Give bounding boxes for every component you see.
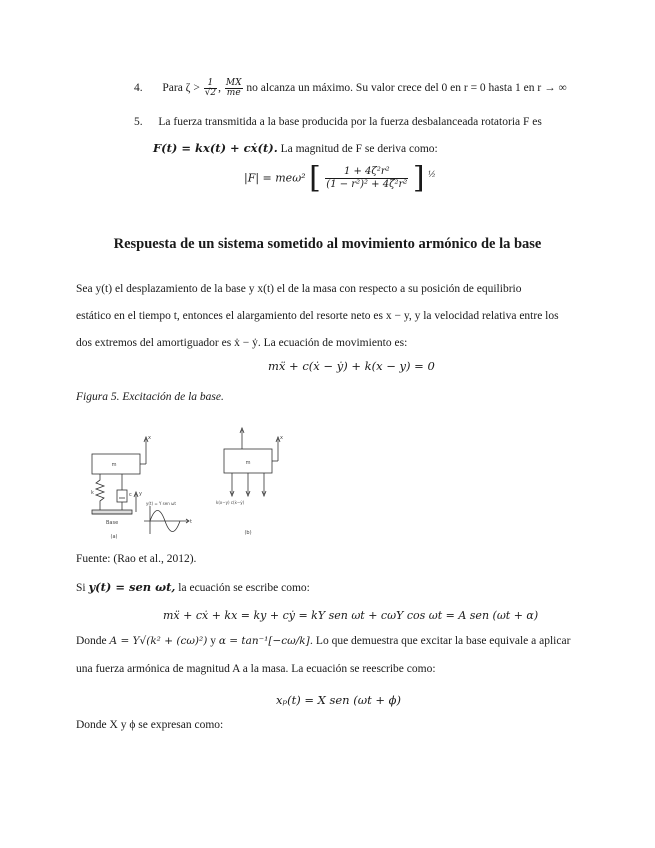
paragraph-line-2: estático en el tiempo t, entonces el alargamiento del resorte neto es x − y, y la velocidad relativa entre los: [76, 310, 559, 322]
spring-label: k: [91, 490, 94, 496]
x-label-a: x: [148, 435, 151, 441]
base-excitation-figure: [88, 422, 298, 542]
item4-text-before: Para ζ >: [162, 82, 200, 95]
damper-label: c: [129, 492, 132, 498]
if-equation: y(t) = sen ωt,: [88, 580, 176, 594]
figure-drawing: [88, 422, 298, 542]
spring: [96, 474, 104, 510]
damper: [117, 490, 127, 502]
motion-label: y(t) = Y sen ωt: [146, 501, 176, 506]
list-number: 5.: [134, 116, 143, 128]
if-text-2: la ecuación se escribe como:: [178, 582, 310, 594]
paragraph-line-1: Sea y(t) el desplazamiento de la base y x(t) el de la masa con respecto a su posición de equilibrio: [76, 283, 522, 295]
y-label: y: [139, 491, 142, 497]
t-label: t: [190, 519, 192, 525]
subfigure-a-label: (a): [110, 534, 118, 540]
list-item-4: 4. Para ζ > $\frac{1}{√2}$ , $\frac{MX}{me}$ no alcanza un máximo. Su valor crece del 0 en r = 0 hasta 1 en r → ∞: [134, 78, 567, 98]
motion-equation: mẍ + c(ẋ − ẏ) + k(x − y) = 0: [268, 359, 435, 373]
base-block: [92, 510, 132, 514]
item5-text: La fuerza transmitida a la base producida por la fuerza desbalanceada rotatoria F es: [158, 116, 542, 128]
equation-3: xₚ(t) = X sen (ωt + ϕ): [276, 693, 401, 707]
paragraph-line-3: dos extremos del amortiguador es ẋ − ẏ. La ecuación de movimiento es:: [76, 337, 408, 349]
subfigure-b-label: (b): [244, 530, 252, 536]
magnitude-fraction: $\frac{\text{1 + 4ζ²r²}}{\text{(1 − r²)² + 4ζ²r²}}$: [326, 166, 408, 190]
figure-caption: Figura 5. Excitación de la base.: [76, 391, 224, 403]
mass-label-a: m: [111, 462, 117, 468]
fraction-one-over-root2: $\frac{1}{√2}$: [204, 78, 217, 98]
final-line: Donde X y ϕ se expresan como:: [76, 719, 224, 731]
force-line: [153, 141, 438, 156]
if-text: Si: [76, 582, 86, 594]
equation-2: mẍ + cẋ + kx = ky + cẏ = kY sen ωt + cωY cos ωt = A sen (ωt + α): [163, 609, 539, 622]
x-label-b: x: [280, 435, 283, 441]
magnitude-exponent: ½: [428, 170, 436, 179]
mass-label-b: m: [245, 460, 251, 466]
force-labels: k(x−y) c(ẋ−ẏ): [216, 500, 245, 505]
section-title: Respuesta de un sistema sometido al movimiento armónico de la base: [113, 236, 542, 252]
a-equation: A = Y√(k² + (cω)²): [109, 635, 208, 647]
donde-line: [76, 634, 570, 648]
force-equation: F(t) = kx(t) + cẋ(t).: [153, 141, 278, 155]
magnitude-equation: |F| = meω² [ $\frac{\text{1 + 4ζ²r²}}{\text{(1 − r²)² + 4ζ²r²}}$ ] $^{\frac{1}{2}}$: [244, 160, 436, 196]
paragraph-2: una fuerza armónica de magnitud A a la masa. La ecuación se reescribe como:: [76, 663, 436, 675]
item4-text-after: no alcanza un máximo. Su valor crece del 0 en r = 0 hasta 1 en r → ∞: [246, 82, 567, 95]
fraction-mx-over-me: $\frac{MX}{me}$: [225, 78, 242, 98]
if-line: [76, 580, 310, 595]
list-item-5: [134, 115, 542, 129]
y-word: y: [210, 635, 216, 647]
force-line-text: La magnitud de F se deriva como:: [280, 143, 438, 155]
figure-source: Fuente: (Rao et al., 2012).: [76, 553, 197, 565]
magnitude-lhs: |F| = meω²: [244, 171, 306, 185]
donde-text: Lo que demuestra que excitar la base equivale a aplicar: [315, 635, 571, 647]
donde-prefix: Donde: [76, 635, 107, 647]
base-label: Base: [106, 520, 119, 526]
alpha-equation: α = tan⁻¹[−cω/k].: [218, 635, 314, 647]
list-number: 4.: [134, 82, 143, 95]
